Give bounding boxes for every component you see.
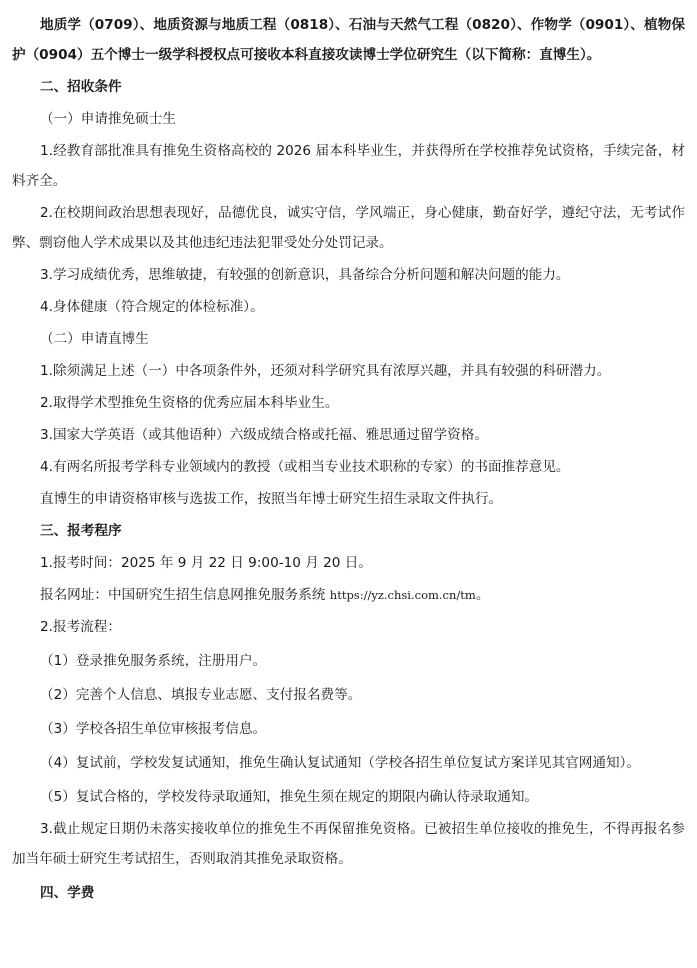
website-label: 报名网址：中国研究生招生信息网推免服务系统 <box>40 587 330 603</box>
procedure-step: （2）完善个人信息、填报专业志愿、支付报名费等。 <box>40 687 362 703</box>
condition-item: 4.身体健康（符合规定的体检标准）。 <box>40 299 264 315</box>
condition-item: 2.在校期间政治思想表现好，品德优良，诚实守信，学风端正，身心健康，勤奋好学，遵纪守法，无考试作弊、剽窃他人学术成果以及其他违纪违法犯罪受处分处罚记录。 <box>12 205 685 251</box>
section-heading-tuition: 四、学费 <box>40 885 95 901</box>
website-url-link[interactable]: https://yz.chsi.com.cn/tm <box>329 588 476 602</box>
procedure-step: （3）学校各招生单位审核报考信息。 <box>40 721 267 737</box>
direct-phd-note: 直博生的申请资格审核与选拔工作，按照当年博士研究生招生录取文件执行。 <box>40 491 503 507</box>
subsection-heading-direct-phd: （二）申请直博生 <box>40 331 149 347</box>
condition-item: 4.有两名所报考学科专业领域内的教授（或相当专业技术职称的专家）的书面推荐意见。 <box>40 459 570 475</box>
condition-item: 3.学习成绩优秀，思维敏捷，有较强的创新意识，具备综合分析问题和解决问题的能力。 <box>40 267 570 283</box>
procedure-time: 1.报考时间：2025 年 9 月 22 日 9:00-10 月 20 日。 <box>40 555 372 571</box>
procedure-step: （5）复试合格的，学校发待录取通知，推免生须在规定的期限内确认待录取通知。 <box>40 789 539 805</box>
section-heading-admission-conditions: 二、招收条件 <box>40 79 122 95</box>
condition-item: 1.经教育部批准具有推免生资格高校的 2026 届本科毕业生，并获得所在学校推荐免试资格，手续完备，材料齐全。 <box>12 143 685 189</box>
subsection-heading-master-recommend: （一）申请推免硕士生 <box>40 111 176 127</box>
procedure-step: （4）复试前，学校发复试通知，推免生确认复试通知（学校各招生单位复试方案详见其官网通知）。 <box>40 755 640 771</box>
section-heading-application-procedure: 三、报考程序 <box>40 523 122 539</box>
condition-item: 1.除须满足上述（一）中各项条件外，还须对科学研究具有浓厚兴趣，并具有较强的科研潜力。 <box>40 363 611 379</box>
procedure-deadline: 3.截止规定日期仍未落实接收单位的推免生不再保留推免资格。已被招生单位接收的推免生，不得再报名参加当年硕士研究生考试招生，否则取消其推免录取资格。 <box>12 821 685 867</box>
website-end-punct: 。 <box>475 587 490 603</box>
condition-item: 2.取得学术型推免生资格的优秀应届本科毕业生。 <box>40 395 339 411</box>
procedure-step: （1）登录推免服务系统，注册用户。 <box>40 653 267 669</box>
procedure-flow-title: 2.报考流程： <box>40 619 121 635</box>
intro-paragraph: 地质学（0709）、地质资源与地质工程（0818）、石油与天然气工程（0820）、作物学（0901）、植物保护（0904）五个博士一级学科授权点可接收本科直接攻读博士学位研究生（以下简称：直博生）。 <box>12 17 685 63</box>
procedure-website <box>12 580 685 610</box>
condition-item: 3.国家大学英语（或其他语种）六级成绩合格或托福、雅思通过留学资格。 <box>40 427 488 443</box>
